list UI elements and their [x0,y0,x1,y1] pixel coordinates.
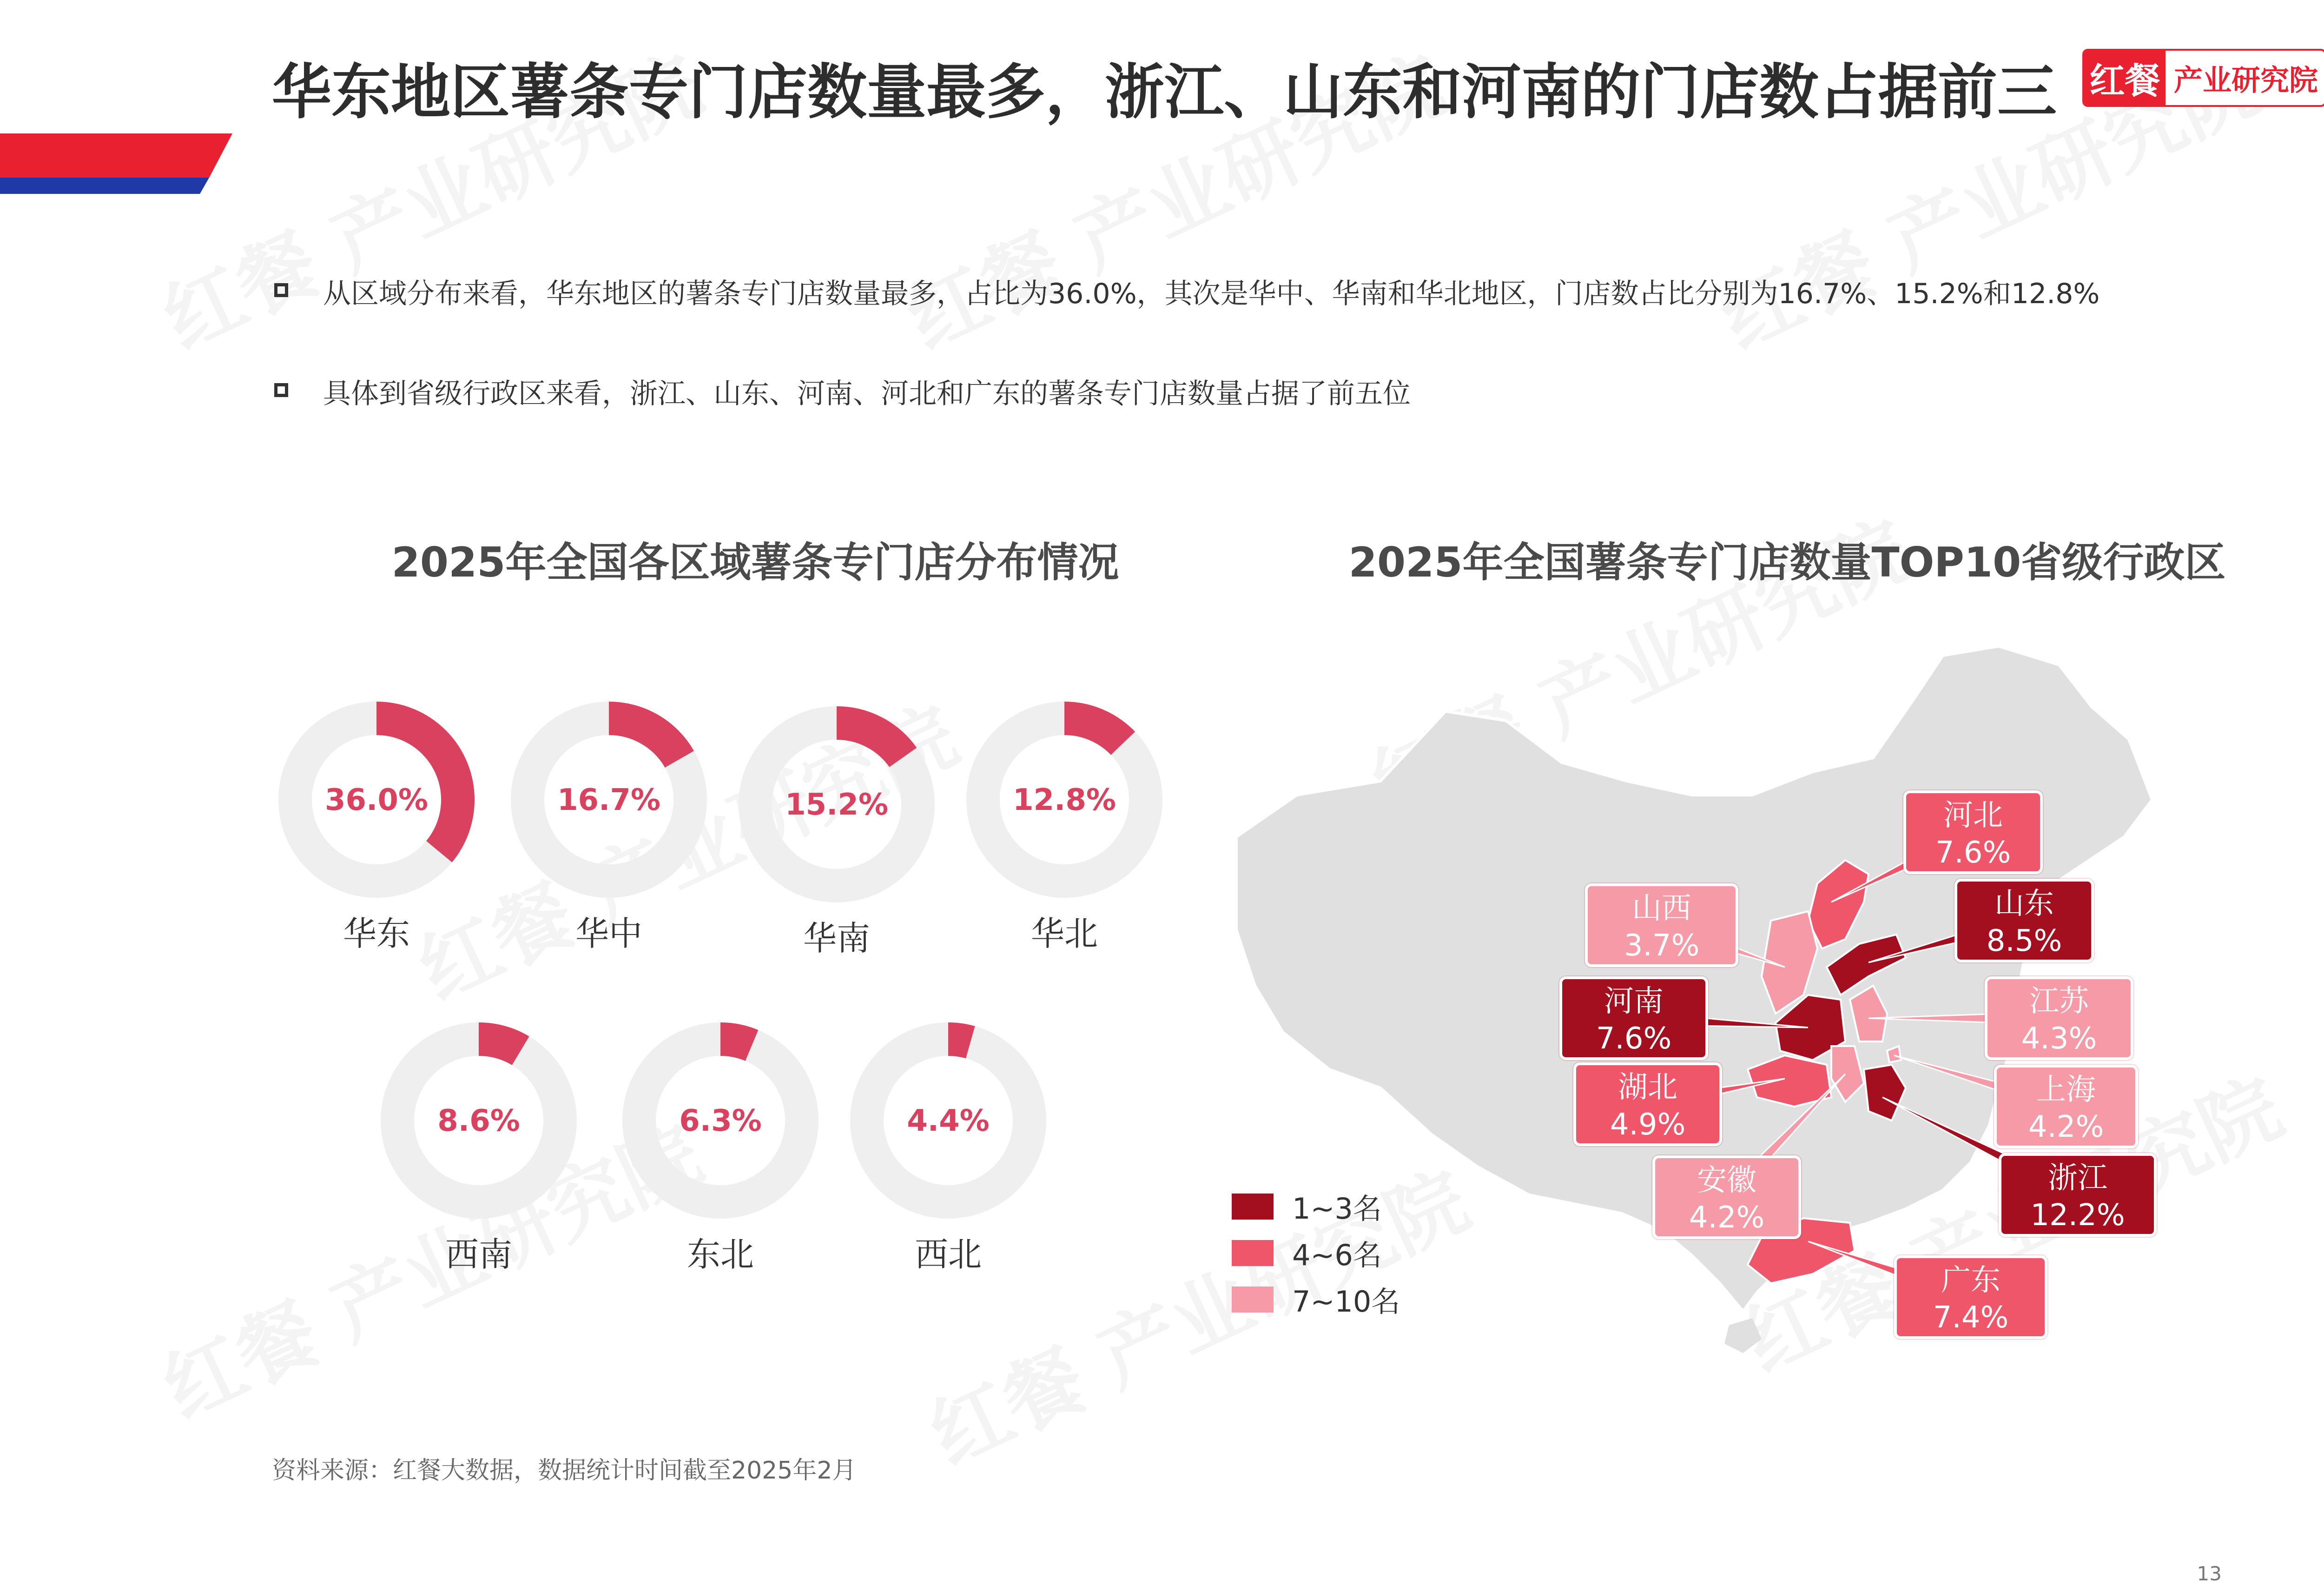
donut-chart-title: 2025年全国各区域薯条专门店分布情况 [391,538,1119,586]
province-value: 3.7% [1624,928,1700,963]
province-value: 4.3% [2021,1021,2097,1056]
legend-label: 1~3名 [1292,1192,1382,1226]
page-title: 华东地区薯条专门店数量最多，浙江、山东和河南的门店数占据前三 [272,58,2057,127]
province-callout-山西 [1585,883,1738,967]
province-name: 河北 [1943,798,2003,833]
donut-value-label: 8.6% [437,1104,520,1138]
donut-华北 [967,702,1162,897]
bullet-text: 从区域分布来看，华东地区的薯条专门店数量最多，占比为36.0%，其次是华中、华南和华北地区，门店数占比分别为16.7%、15.2%和12.8% [323,278,2100,310]
province-name: 河南 [1604,984,1664,1019]
province-callout-浙江 [1999,1153,2157,1237]
donut-value-label: 4.4% [907,1104,990,1138]
province-callout-山东 [1954,879,2094,962]
donut-华南 [739,707,934,902]
legend-swatch [1232,1287,1274,1313]
province-value: 7.6% [1935,836,2011,870]
donut-value-label: 15.2% [785,788,889,822]
province-value: 8.5% [1986,924,2062,958]
province-value: 7.4% [1933,1300,2009,1335]
legend-swatch [1232,1240,1274,1266]
donut-category-label: 西北 [914,1235,982,1274]
donut-category-label: 华南 [803,919,870,958]
donut-东北 [623,1023,818,1218]
donut-华中 [511,702,706,897]
legend-label: 4~6名 [1292,1238,1382,1272]
source-note: 资料来源：红餐大数据，数据统计时间截至2025年2月 [272,1457,857,1485]
legend-item [1232,1232,1382,1273]
donut-category-label: 西南 [445,1235,512,1274]
legend-item [1232,1186,1382,1227]
brand-name: 产业研究院 [2174,63,2318,97]
donut-category-label: 华北 [1030,914,1098,953]
bullet-text: 具体到省级行政区来看，浙江、山东、河南、河北和广东的薯条专门店数量占据了前五位 [323,378,1411,410]
province-name: 上海 [2036,1073,2096,1107]
accent-stripe-blue [0,178,209,194]
donut-category-label: 华东 [343,914,410,953]
donut-西北 [851,1023,1046,1218]
donut-value-label: 6.3% [679,1104,762,1138]
brand-logo [2082,49,2324,107]
province-callout-湖北 [1573,1062,1722,1146]
donut-value-label: 16.7% [557,783,661,817]
map-chart-title: 2025年全国薯条专门店数量TOP10省级行政区 [1348,538,2226,586]
bullet-square-icon [274,283,288,297]
bullet-item [274,277,2203,311]
donut-value-label: 36.0% [324,783,429,817]
brand-mark: 红餐 [2084,51,2166,105]
page-number: 13 [2197,1562,2222,1585]
donut-华东 [279,702,474,897]
province-value: 12.2% [2030,1198,2125,1233]
province-callout-河南 [1559,976,1708,1060]
province-name: 山西 [1632,891,1691,926]
province-value: 4.2% [2028,1110,2104,1144]
donut-value-label: 12.8% [1012,783,1116,817]
province-value: 4.9% [1610,1108,1686,1142]
province-callout-江苏 [1985,976,2133,1060]
donut-category-label: 华中 [575,914,642,953]
accent-stripe-red [0,133,232,178]
province-name: 浙江 [2048,1161,2107,1195]
province-value: 4.2% [1689,1200,1765,1235]
province-name: 安徽 [1697,1163,1756,1198]
legend-label: 7~10名 [1292,1285,1400,1319]
legend-item [1232,1279,1400,1320]
province-callout-河北 [1903,790,2043,874]
donut-category-label: 东北 [687,1235,754,1274]
province-value: 7.6% [1596,1021,1672,1056]
bullet-square-icon [274,383,288,397]
province-callout-上海 [1994,1065,2138,1148]
province-callout-广东 [1894,1255,2047,1339]
legend-swatch [1232,1194,1274,1220]
province-name: 江苏 [2029,984,2089,1019]
province-name: 广东 [1941,1263,2000,1298]
bullet-item [274,377,2203,411]
province-name: 湖北 [1618,1070,1677,1105]
donut-西南 [381,1023,576,1218]
hainan-island [1724,1318,1762,1353]
province-callout-安徽 [1652,1155,1801,1239]
accent-stripe [0,133,232,194]
province-name: 山东 [1994,887,2054,921]
